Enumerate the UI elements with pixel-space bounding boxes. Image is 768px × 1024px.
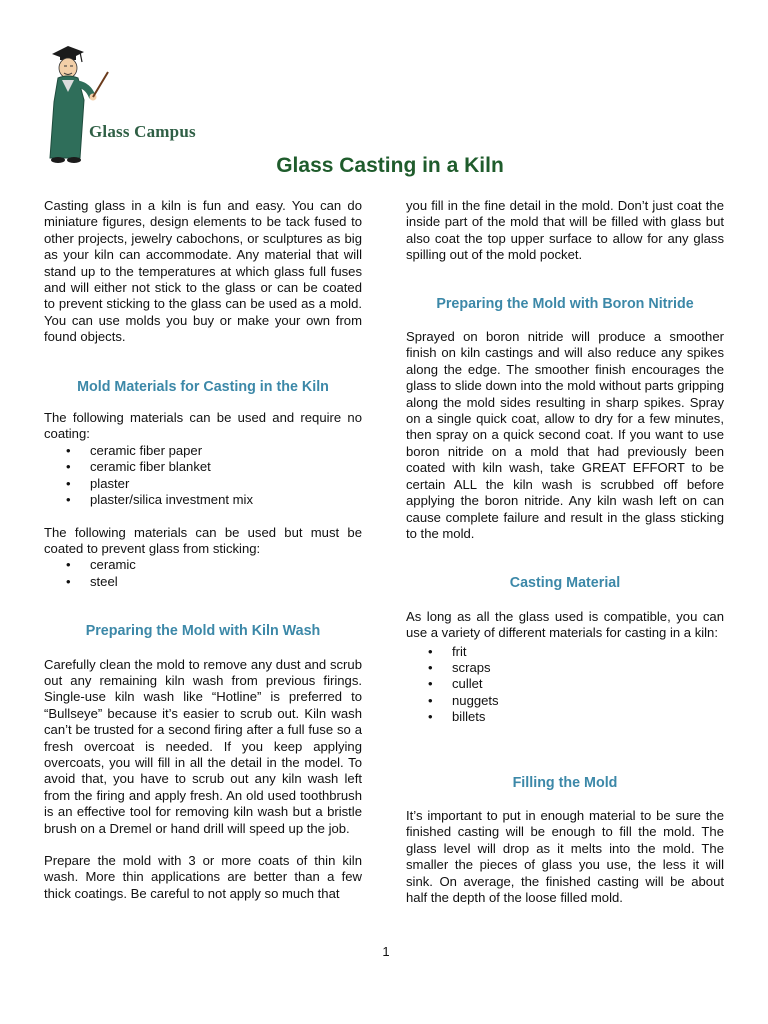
left-column <box>44 198 362 902</box>
list-item: • cullet <box>406 676 724 692</box>
kiln-wash-paragraph-1: Carefully clean the mold to remove any dust and scrub out any remaining kiln wash from previous firings. Single-use kiln wash like “Hotline” is preferred to “Bullseye” because it’s easier to scrub out. Kiln wash can’t be trusted for a second firing after a full fuse so a fresh overcoat is needed. If you keep applying overcoats, you will fill in all the detail in the model. To avoid that, you have to scrub out any kiln wash left from the firing and apply fresh. An old used toothbrush is an effective tool for removing kiln wash but a bristle brush on a Dremel or hand drill will speed up the job. <box>44 656 362 836</box>
intro-paragraph: Casting glass in a kiln is fun and easy. You can do miniature figures, design elements to be tack fused to other projects, jewelry cabochons, or sculptures as big as your kiln can accommodate. Any material that will stand up to the temperatures at which glass full fuses and will either not stick to the glass or can be coated to prevent sticking to the glass can be used as a mold. You can use molds you buy or make your own from found objects. <box>44 198 362 345</box>
no-coating-intro: The following materials can be used and require no coating: <box>44 410 362 442</box>
heading-filling-mold: Filling the Mold <box>512 774 618 791</box>
right-column <box>406 198 724 906</box>
list-item: • scraps <box>406 660 724 676</box>
graduate-mascot-icon <box>40 40 220 165</box>
list-item: • plaster/silica investment mix <box>44 492 362 508</box>
casting-intro: As long as all the glass used is compatible, you can use a variety of different materials for casting in a kiln: <box>406 608 724 641</box>
list-item: • steel <box>44 574 362 590</box>
logo-text: Glass Campus <box>89 122 196 141</box>
casting-material-list <box>406 644 724 726</box>
list-item: • plaster <box>44 476 362 492</box>
page-number: 1 <box>382 944 390 959</box>
continuation-paragraph: you fill in the fine detail in the mold. Don’t just coat the inside part of the mold that will be filled with glass but also coat the top upper surface to allow for any glass spilling out of the mold pocket. <box>406 198 724 263</box>
list-item: • nuggets <box>406 693 724 709</box>
heading-kiln-wash: Preparing the Mold with Kiln Wash <box>85 623 321 640</box>
heading-casting-material: Casting Material <box>509 575 621 592</box>
heading-boron-nitride: Preparing the Mold with Boron Nitride <box>436 295 694 312</box>
list-item: • ceramic fiber paper <box>44 443 362 459</box>
coated-list <box>44 557 362 590</box>
coated-intro: The following materials can be used but must be coated to prevent glass from sticking: <box>44 524 362 556</box>
list-item: • frit <box>406 644 724 660</box>
list-item: • ceramic <box>44 557 362 573</box>
kiln-wash-paragraph-2: Prepare the mold with 3 or more coats of thin kiln wash. More thin applications are better than a few thick coatings. Be careful to not apply so much that <box>44 853 362 901</box>
filling-paragraph: It’s important to put in enough material to be sure the finished casting will be enough to fill the mold. The glass level will drop as it melts into the mold. The smaller the pieces of glass you use, the less it will sink. On average, the finished casting will be about half the depth of the loose filled mold. <box>406 807 724 905</box>
no-coating-list <box>44 443 362 509</box>
boron-paragraph: Sprayed on boron nitride will produce a smoother finish on kiln castings and will also reduce any spikes along the edge. The smoother finish encourages the glass to slide down into the mold without parts gripping along the mold sides resulting in sharp spikes. Spray on a single quick coat, allow to dry for a few minutes, then spray on a quick second coat. If you want to use boron nitride on a mold that had previously been coated with kiln wash, take GREAT EFFORT to be certain ALL the kiln wash is scrubbed off before applying the boron nitride. Any kiln wash left on can cause complete failure and result in the glass sticking to the mold. <box>406 329 724 541</box>
heading-mold-materials: Mold Materials for Casting in the Kiln <box>77 378 329 395</box>
list-item: • billets <box>406 709 724 725</box>
list-item: • ceramic fiber blanket <box>44 459 362 475</box>
glass-campus-logo <box>40 40 220 165</box>
page-title: Glass Casting in a Kiln <box>276 154 504 178</box>
